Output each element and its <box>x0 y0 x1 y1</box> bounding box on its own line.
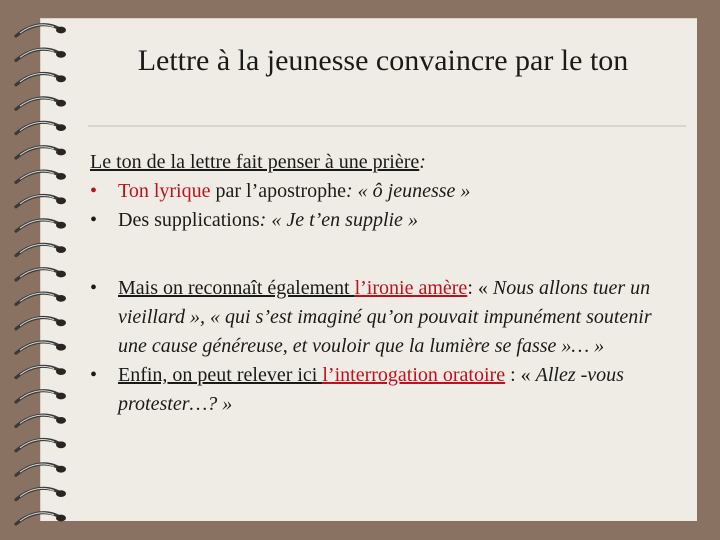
binding-hole <box>56 75 66 82</box>
binding-hole <box>56 222 66 229</box>
binding-hole <box>56 515 66 522</box>
bullet-marker: • <box>90 180 98 202</box>
bullet-item-2 <box>90 206 680 235</box>
bullet-marker: • <box>90 209 98 231</box>
binding-hole <box>56 417 66 424</box>
binding-hole <box>56 344 66 351</box>
binding-hole <box>56 246 66 253</box>
binding-hole <box>56 490 66 497</box>
binding-hole <box>56 368 66 375</box>
intro-colon: : <box>419 151 426 173</box>
binding-hole <box>56 51 66 58</box>
bullet-text: Enfin, on peut relever ici l’interrogation oratoire : « Allez -vous protester…? » <box>118 364 624 415</box>
bullet-item-3 <box>90 274 680 361</box>
binding-hole <box>56 149 66 156</box>
bullet-text: Des supplications: « Je t’en supplie » <box>118 209 418 231</box>
bullet-item-4 <box>90 361 680 419</box>
bullet-text: Ton lyrique par l’apostrophe: « ô jeunesse » <box>118 180 471 202</box>
binding-hole <box>56 27 66 34</box>
binding-hole <box>56 271 66 278</box>
binding-hole <box>56 319 66 326</box>
slide-body <box>90 148 680 419</box>
binding-hole <box>56 124 66 131</box>
spacer <box>90 235 680 274</box>
binding-hole <box>56 100 66 107</box>
binding-hole <box>56 173 66 180</box>
intro-line <box>90 148 680 177</box>
bullet-marker: • <box>90 277 98 299</box>
spiral-binding-icon <box>0 0 90 540</box>
intro-text: Le ton de la lettre fait penser à une prière <box>90 151 420 173</box>
binding-hole <box>56 466 66 473</box>
bullet-text: Mais on reconnaît également l’ironie amère: « Nous allons tuer un vieillard », « qui s’est imaginé qu’on pouvait impunément soutenir une cause généreuse, et vouloir que la lumière se fasse »… » <box>118 277 652 357</box>
binding-hole <box>56 295 66 302</box>
bullet-marker: • <box>90 364 98 386</box>
slide-title: Lettre à la jeunesse convaincre par le ton <box>137 44 629 77</box>
binding-hole <box>56 197 66 204</box>
title-divider <box>88 125 686 127</box>
bullet-item-1 <box>90 177 680 206</box>
binding-hole <box>56 393 66 400</box>
binding-hole <box>56 441 66 448</box>
